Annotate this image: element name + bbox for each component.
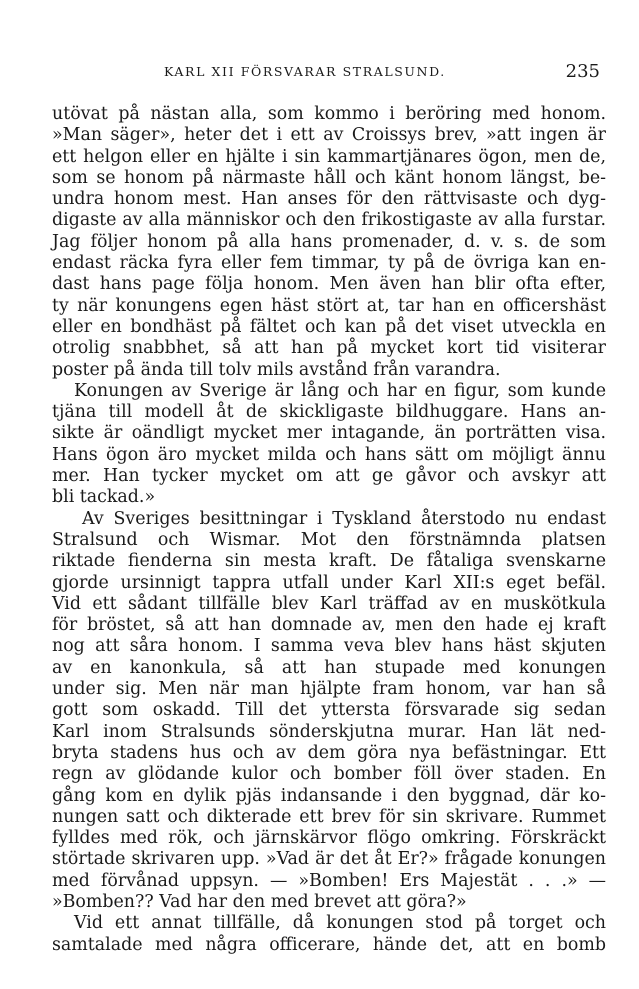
text-line: poster på ända till tolv mils avstånd från varandra. — [52, 359, 501, 380]
text-line: gång kom en dylik pjäs indansande i den byggnad, där ko- — [52, 785, 606, 806]
text-line: för bröstet, så att han domnade av, men den hade ej kraft — [52, 615, 606, 636]
text-line: ett helgon eller en hjälte i sin kammartjänares ögon, men de, — [52, 146, 606, 167]
page-number: 235 — [565, 61, 600, 82]
text-line: dast hans page följa honom. Men även han blir ofta efter, — [52, 274, 606, 295]
text-line: störtade skrivaren upp. »Vad är det åt Er?» frågade konungen — [52, 849, 606, 870]
text-line: Vid ett sådant tillfälle blev Karl träffad av en muskötkula — [52, 593, 606, 614]
text-line: eller en bondhäst på fältet och kan på det viset utveckla en — [52, 316, 606, 337]
body-text — [52, 104, 606, 956]
text-line: Stralsund och Wismar. Mot den förstnämnda platsen — [52, 529, 606, 550]
text-line: bli tackad.» — [52, 487, 156, 508]
text-line: tjäna till modell åt de skickligaste bildhuggare. Hans an- — [52, 402, 606, 423]
text-line: med förvånad uppsyn. — »Bomben! Ers Majestät . . .» — — [52, 870, 606, 891]
text-line: otrolig snabbhet, så att han på mycket kort tid visiterar — [52, 338, 606, 359]
text-line: under sig. Men när man hjälpte fram honom, var han så — [52, 679, 606, 700]
text-line: Hans ögon äro mycket milda och hans sätt om möjligt ännu — [52, 444, 606, 465]
text-line: digaste av alla människor och den frikostigaste av alla furstar. — [52, 210, 606, 231]
text-line: »Bomben?? Vad har den med brevet att göra?» — [52, 891, 467, 912]
text-line: gjorde ursinnigt tappra utfall under Karl XII:s eget befäl. — [52, 572, 606, 593]
text-line: riktade fienderna sin mesta kraft. De fåtaliga svenskarne — [52, 551, 606, 572]
text-line: Karl inom Stralsunds sönderskjutna murar. Han lät ned- — [52, 721, 606, 742]
running-title: KARL XII FÖRSVARAR STRALSUND. — [164, 64, 446, 79]
text-line: Konungen av Sverige är lång och har en figur, som kunde — [74, 380, 606, 401]
text-line: av en kanonkula, så att han stupade med konungen — [52, 657, 606, 678]
text-line: ty när konungens egen häst stört at, tar han en officershäst — [52, 295, 606, 316]
text-line: gott som oskadd. Till det yttersta försvarade sig sedan — [52, 700, 606, 721]
text-line: »Man säger», heter det i ett av Croissys brev, »att ingen är — [52, 125, 606, 146]
text-line: som se honom på närmaste håll och känt honom längst, be- — [52, 167, 606, 188]
text-line: utövat på nästan alla, som kommo i beröring med honom. — [52, 104, 606, 124]
text-line: undra honom mest. Han anses för den rättvisaste och dyg- — [52, 189, 606, 210]
text-line: sikte är oändligt mycket mer intagande, än porträtten visa. — [52, 423, 606, 444]
text-line: regn av glödande kulor och bomber föll över staden. En — [52, 764, 606, 785]
text-line: mer. Han tycker mycket om att ge gåvor och avskyr att — [52, 466, 606, 487]
running-head — [56, 61, 600, 85]
text-line: endast räcka fyra eller fem timmar, ty på de övriga kan en- — [52, 253, 606, 274]
text-line: fylldes med rök, och järnskärvor flögo omkring. Förskräckt — [52, 828, 606, 849]
text-line: Av Sveriges besittningar i Tyskland återstodo nu endast — [82, 508, 606, 529]
text-line: bryta stadens hus och av dem göra nya befästningar. Ett — [52, 742, 606, 763]
text-line: nog att såra honom. I samma veva blev hans häst skjuten — [52, 636, 606, 657]
text-line: nungen satt och dikterade ett brev för sin skrivare. Rummet — [52, 806, 606, 827]
text-line: Vid ett annat tillfälle, då konungen stod på torget och — [74, 913, 606, 934]
text-line: Jag följer honom på alla hans promenader, d. v. s. de som — [52, 231, 606, 252]
text-line: samtalade med några officerare, hände det, att en bomb — [52, 934, 606, 955]
